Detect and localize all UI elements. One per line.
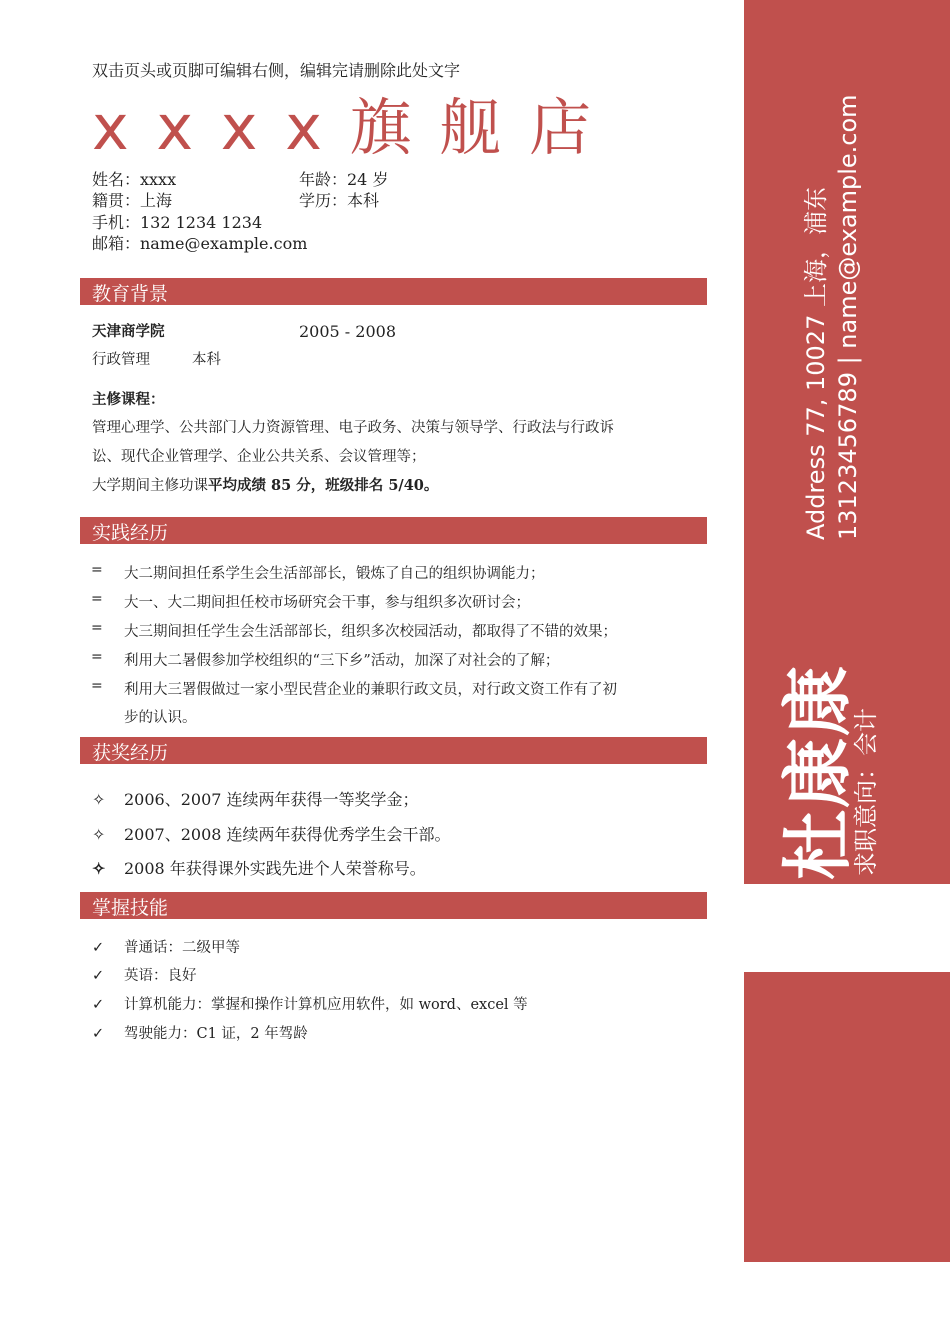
award-text: 2008 年获得课外实践先进个人荣誉称号。: [124, 859, 426, 878]
gpa-line: [92, 476, 438, 496]
practice-header: [80, 517, 707, 544]
practice-item: 利用大三署假做过一家小型民营企业的兼职行政文员，对行政文资工作有了初: [124, 682, 617, 698]
practice-item: 大一、大二期间担任校市场研究会干事，参与组织多次研讨会；: [124, 595, 530, 611]
award-text: 2006、2007 连续两年获得一等奖学金；: [124, 790, 419, 809]
courses-line-2: 讼、现代企业管理学、企业公共关系、会议管理等；: [92, 449, 426, 465]
sidebar-name: 杜康康: [777, 664, 859, 880]
store-title: x x x x 旗 舰 店: [92, 91, 596, 164]
award-item: [92, 822, 451, 845]
awards-title: 获奖经历: [92, 742, 169, 764]
skills-header: [80, 892, 707, 919]
courses-line-1: 管理心理学、公共部门人力资源管理、电子政务、决策与领导学、行政法与行政诉: [92, 420, 614, 436]
award-item: [92, 856, 426, 879]
check-icon: ✓: [92, 997, 105, 1013]
star-icon: ✧: [92, 859, 106, 878]
check-icon: ✓: [92, 940, 105, 956]
star-icon: ✧: [92, 790, 106, 809]
practice-title: 实践经历: [92, 522, 169, 544]
education-header: [80, 278, 707, 305]
sidebar-address: Address 77, 10027 上海，浦东: [802, 187, 830, 540]
sidebar-objective: 求职意向：会计: [852, 708, 880, 876]
skill-text: 计算机能力：掌握和操作计算机应用软件，如 word、excel 等: [124, 997, 528, 1013]
practice-item: 大二期间担任系学生会生活部部长，锻炼了自己的组织协调能力；: [124, 566, 545, 582]
practice-item-continuation: 步的认识。: [124, 710, 197, 726]
skills-title: 掌握技能: [92, 897, 169, 919]
practice-bullet: =: [91, 620, 103, 636]
skill-item: [92, 1022, 308, 1043]
sidebar-panel-bottom: [744, 972, 950, 1262]
skill-text: 驾驶能力：C1 证，2 年驾龄: [124, 1026, 308, 1042]
practice-bullet: =: [91, 591, 103, 607]
skill-item: [92, 964, 197, 985]
gpa-prefix: 大学期间主修功课: [92, 478, 208, 494]
skill-text: 普通话：二级甲等: [124, 940, 240, 956]
school-period: 2005 - 2008: [299, 322, 397, 341]
education-title: 教育背景: [92, 283, 169, 305]
check-icon: ✓: [92, 1026, 105, 1042]
skill-text: 英语：良好: [124, 968, 197, 984]
award-item: [92, 787, 419, 810]
practice-item: 大三期间担任学生会生活部部长，组织多次校园活动，都取得了不错的效果；: [124, 624, 617, 640]
gpa-result: 平均成绩 85 分，班级排名 5/40。: [208, 477, 439, 494]
school-name: 天津商学院: [92, 323, 165, 340]
practice-bullet: =: [91, 562, 103, 578]
practice-bullet: =: [91, 678, 103, 694]
star-icon: ✧: [92, 825, 106, 844]
age-field: 年龄：24 岁: [299, 170, 389, 189]
awards-header: [80, 737, 707, 764]
award-text: 2007、2008 连续两年获得优秀学生会干部。: [124, 825, 451, 844]
phone-field: 手机：132 1234 1234: [92, 213, 263, 232]
check-icon: ✓: [92, 968, 105, 984]
practice-bullet: =: [91, 649, 103, 665]
major: 行政管理: [92, 352, 150, 368]
edit-hint: 双击页头或页脚可编辑右侧，编辑完请删除此处文字: [92, 61, 461, 80]
degree: 本科: [192, 352, 221, 368]
skill-item: [92, 936, 240, 957]
name-field: 姓名：xxxx: [92, 170, 177, 189]
email-field: 邮箱：name@example.com: [92, 234, 308, 253]
sidebar-panel: [744, 0, 950, 884]
practice-item: 利用大二暑假参加学校组织的“三下乡”活动，加深了对社会的了解；: [124, 653, 560, 669]
hometown-field: 籍贯：上海: [92, 191, 173, 210]
sidebar-contact: 13123456789 | name@example.com: [834, 94, 862, 540]
courses-title: 主修课程：: [92, 391, 165, 408]
skill-item: [92, 993, 528, 1014]
education-field: 学历：本科: [299, 191, 380, 210]
